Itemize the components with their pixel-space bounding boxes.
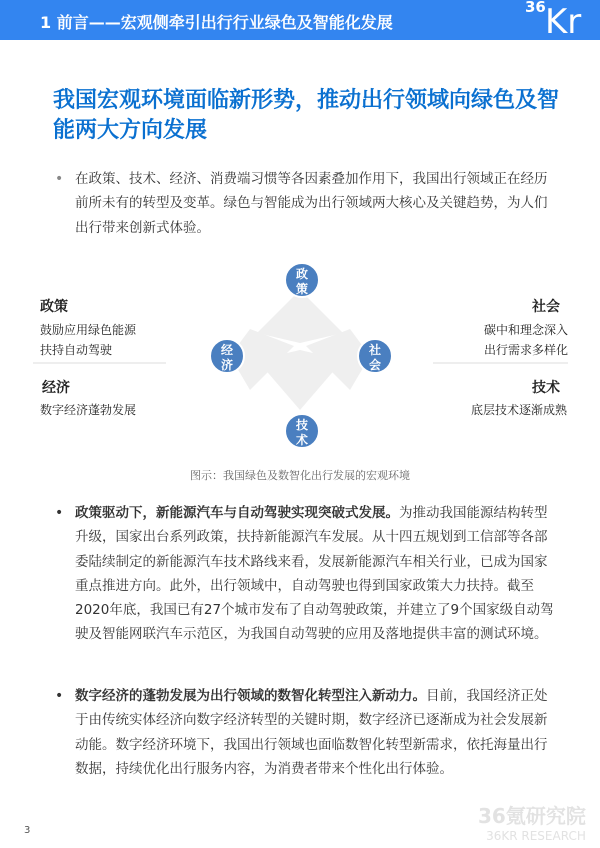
bullet-dot: • bbox=[55, 688, 64, 704]
economy-label: 经济 bbox=[42, 380, 70, 396]
intro-paragraph: 在政策、技术、经济、消费端习惯等各因素叠加作用下，我国出行领域正在经历前所未有的转型及变革。绿色与智能成为出行领域两大核心及关键趋势，为人们出行带来创新式体验。 bbox=[75, 171, 548, 236]
tech-label: 技术 bbox=[532, 380, 560, 396]
36kr-logo: 36 Kr bbox=[525, 0, 582, 42]
society-line: 碳中和理念深入 bbox=[483, 323, 568, 337]
node-economy-char2: 济 bbox=[220, 358, 234, 372]
node-society-char1: 社 bbox=[368, 343, 382, 357]
section-title: 1 前言——宏观侧牵引出行行业绿色及智能化发展 bbox=[40, 13, 393, 32]
policy-line: 扶持自动驾驶 bbox=[40, 343, 113, 357]
society-line: 出行需求多样化 bbox=[483, 343, 568, 357]
quadrant-bottom bbox=[257, 350, 343, 410]
brand-watermark: 36氪研究院 36KR RESEARCH bbox=[478, 804, 586, 843]
page-number: 3 bbox=[24, 825, 31, 836]
quadrant-top bbox=[257, 290, 343, 343]
node-policy-char1: 政 bbox=[295, 267, 309, 281]
node-tech-char2: 术 bbox=[295, 433, 309, 447]
node-tech-char1: 技 bbox=[295, 418, 309, 432]
policy-line: 鼓励应用绿色能源 bbox=[40, 323, 137, 337]
node-economy-char1: 经 bbox=[220, 343, 234, 357]
society-label: 社会 bbox=[532, 299, 560, 315]
tech-line: 底层技术逐渐成熟 bbox=[470, 403, 567, 417]
economy-line: 数字经济蓬勃发展 bbox=[40, 403, 137, 417]
bullet-dot: • bbox=[55, 505, 64, 521]
bullet-paragraph: 数字经济的蓬勃发展为出行领域的数智化转型注入新动力。目前，我国经济正处于由传统实体经济向数字经济转型的关键时期，数字经济已逐渐成为社会发展新动能。数字经济环境下，我国出行领域也面临数智化转型新需求，依托海量出行数据，持续优化出行服务内容，为消费者带来个性化出行体验。 bbox=[75, 688, 548, 777]
bullet-paragraph: 政策驱动下，新能源汽车与自动驾驶实现突破式发展。为推动我国能源结构转型升级，国家出台系列政策，扶持新能源汽车发展。从十四五规划到工信部等各部委陆续制定的新能源汽车技术路线来看，发展新能源汽车相关行业，已成为国家重点推进方向。此外，出行领域中，自动驾驶也得到国家政策大力扶持。截至2020年底，我国已有27个城市发布了自动驾驶政策，并建立了9个国家级自动驾驶及智能网联汽车示范区，为我国自动驾驶的应用及落地提供丰富的测试环境。 bbox=[75, 505, 554, 643]
node-society-char2: 会 bbox=[368, 358, 382, 372]
figure-caption: 图示：我国绿色及数智化出行发展的宏观环境 bbox=[190, 469, 410, 482]
node-policy-char2: 策 bbox=[295, 282, 309, 296]
bullet-dot: • bbox=[55, 171, 64, 187]
page-title: 我国宏观环境面临新形势，推动出行领域向绿色及智能两大方向发展 bbox=[53, 88, 560, 143]
policy-label: 政策 bbox=[40, 299, 68, 315]
